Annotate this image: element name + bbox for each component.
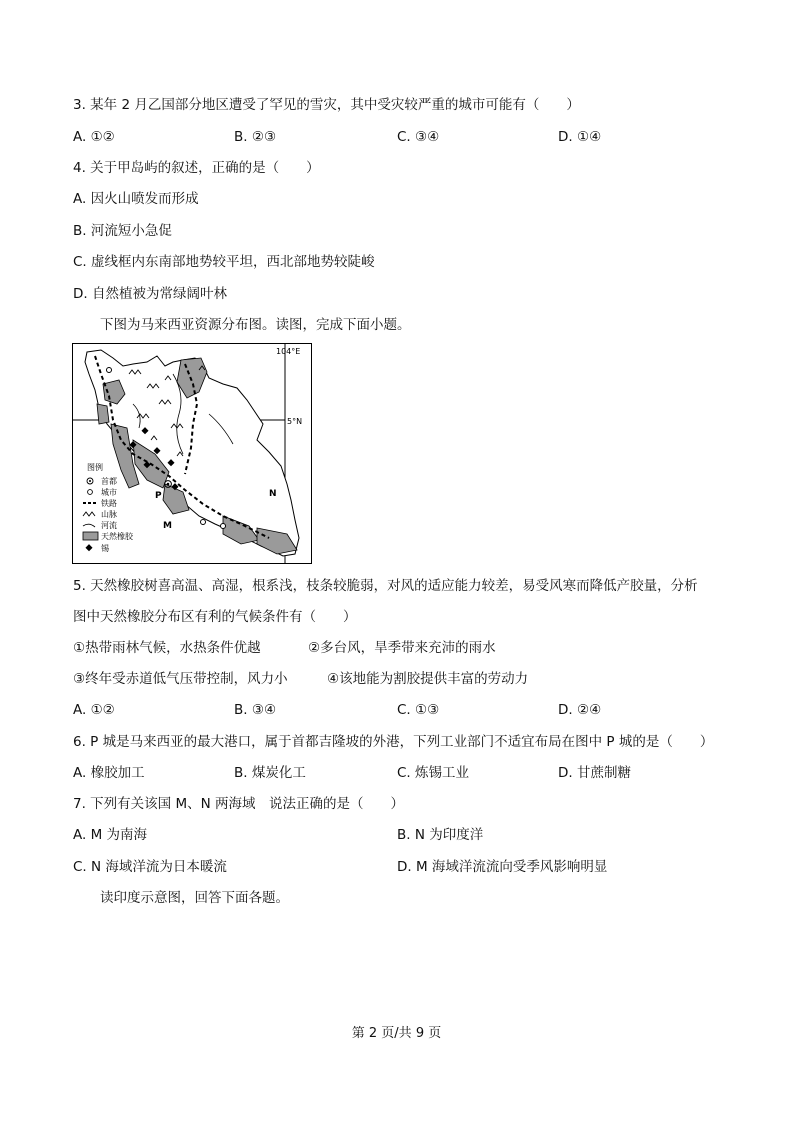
label-n: N	[269, 489, 277, 499]
q7-option-d: D. M 海域洋流流向受季风影响明显	[397, 859, 608, 875]
q4-option-b: B. 河流短小急促	[73, 223, 172, 239]
q3-option-c: C. ③④	[397, 129, 440, 145]
legend-tin: 锡	[101, 544, 109, 553]
q7-stem: 7. 下列有关该国 M、N 两海域 说法正确的是（ ）	[73, 796, 404, 812]
legend-capital: 首都	[101, 477, 117, 486]
q3-option-d: D. ①④	[558, 129, 602, 145]
latitude-label: 5°N	[287, 417, 303, 426]
q5-statement-1: ①热带雨林气候，水热条件优越	[73, 640, 261, 656]
q5-statement-4: ④该地能为割胶提供丰富的劳动力	[327, 671, 529, 687]
q5-option-d: D. ②④	[558, 702, 602, 718]
q6-option-c: C. 炼锡工业	[397, 765, 470, 781]
legend-river: 河流	[101, 521, 117, 530]
q7-option-b: B. N 为印度洋	[397, 827, 484, 843]
q5-option-b: B. ③④	[234, 702, 277, 718]
q4-stem: 4. 关于甲岛屿的叙述，正确的是（ ）	[73, 160, 320, 176]
q3-option-b: B. ②③	[234, 129, 277, 145]
legend-title: 图例	[87, 463, 103, 472]
q5-stem-line1: 5. 天然橡胶树喜高温、高湿，根系浅，枝条较脆弱，对风的适应能力较差，易受风寒而降低产胶量，分析	[73, 578, 698, 594]
q7-option-a: A. M 为南海	[73, 827, 148, 843]
q3-option-a: A. ①②	[73, 129, 115, 145]
q7-option-c: C. N 海域洋流为日本暖流	[73, 859, 227, 875]
q3-stem: 3. 某年 2 月乙国部分地区遭受了罕见的雪灾，其中受灾较严重的城市可能有（ ）	[73, 97, 580, 113]
intro-india: 读印度示意图，回答下面各题。	[100, 890, 289, 906]
intro-malaysia: 下图为马来西亚资源分布图。读图，完成下面小题。	[100, 317, 411, 333]
legend-railway: 铁路	[101, 499, 117, 508]
q5-statement-3: ③终年受赤道低气压带控制，风力小	[73, 671, 288, 687]
q5-option-a: A. ①②	[73, 702, 115, 718]
q6-stem: 6. P 城是马来西亚的最大港口，属于首都吉隆坡的外港，下列工业部门不适宜布局在图中 P 城的是（ ）	[73, 734, 714, 750]
q5-stem-line2: 图中天然橡胶分布区有利的气候条件有（ ）	[73, 609, 357, 625]
legend-rubber: 天然橡胶	[101, 532, 133, 541]
city-marker	[107, 368, 112, 373]
longitude-label: 104°E	[276, 347, 301, 356]
q6-option-d: D. 甘蔗制糖	[558, 765, 631, 781]
q4-option-d: D. 自然植被为常绿阔叶林	[73, 286, 227, 302]
q5-option-c: C. ①③	[397, 702, 440, 718]
q6-option-a: A. 橡胶加工	[73, 765, 145, 781]
city-marker	[201, 520, 206, 525]
q4-option-c: C. 虚线框内东南部地势较平坦，西北部地势较陡峻	[73, 254, 375, 270]
label-m: M	[163, 521, 172, 531]
city-marker	[221, 524, 226, 529]
q4-option-a: A. 因火山喷发而形成	[73, 191, 199, 207]
malaysia-resource-map	[72, 343, 312, 564]
q6-option-b: B. 煤炭化工	[234, 765, 306, 781]
label-p: P	[155, 491, 162, 501]
q5-statement-2: ②多台风，旱季带来充沛的雨水	[308, 640, 496, 656]
page-footer: 第 2 页/共 9 页	[351, 1026, 442, 1041]
legend-mountain: 山脉	[101, 510, 117, 519]
legend-city: 城市	[101, 488, 117, 497]
